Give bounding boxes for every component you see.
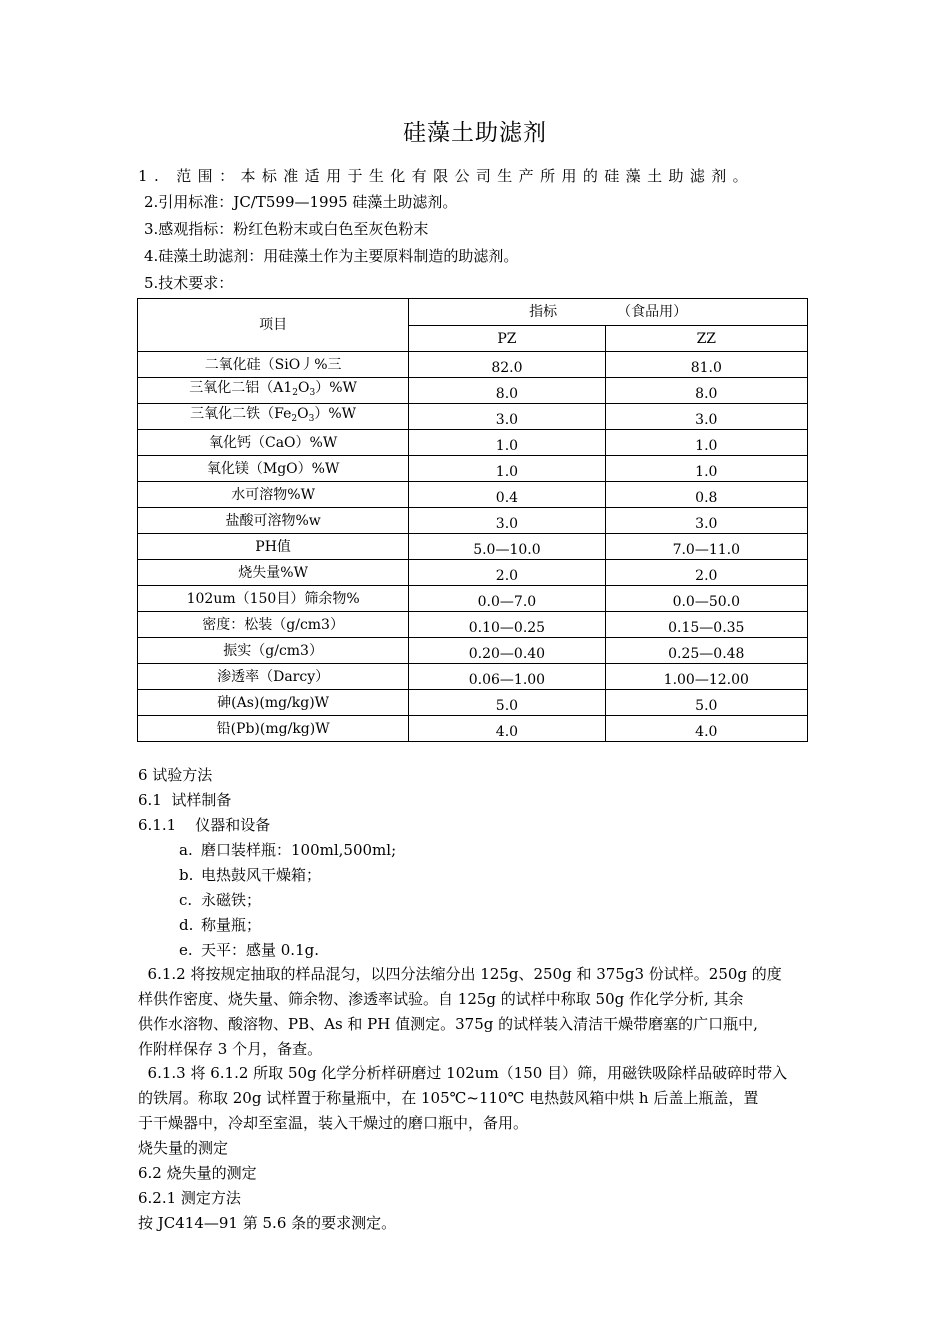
reference-line: 2.引用标准：JC/T599—1995 硅藻土助滤剂。 <box>144 193 458 211</box>
row-zz: 4.0 <box>605 716 807 742</box>
row-zz: 1.00—12.00 <box>605 664 807 690</box>
row-item: 铅(Pb)(mg/kg)W <box>138 716 409 742</box>
row-pz: 3.0 <box>409 404 605 430</box>
row-zz: 2.0 <box>605 560 807 586</box>
row-item: 三氧化二铝$(A1_2O_3)\%W$ <box>138 378 409 404</box>
table-row <box>138 378 808 404</box>
row-item: 渗透率（Darcy） <box>138 664 409 690</box>
row-pz: 1.0 <box>409 430 605 456</box>
list-item: e. 天平：感量 0.1g. <box>179 941 319 959</box>
table-row <box>138 352 808 378</box>
row-zz: 1.0 <box>605 430 807 456</box>
header-zz: ZZ <box>605 326 807 352</box>
row-item: 振实（g/cm3） <box>138 638 409 664</box>
table-row <box>138 508 808 534</box>
document-title: 硅藻土助滤剂 <box>403 120 547 146</box>
paragraph-6-1-2: 6.1.2 将按规定抽取的样品混匀，以四分法缩分出 125g、250g 和 375g3 份试样。250g 的度 样供作密度、烧失量、筛余物、渗透率试验。自 125g 的试样中称取 50g 作化学分析, 其余 供作水溶物、酸溶物、PB、As 和 PH 值测定。375g 的试样装入清洁干燥带磨塞的广口瓶中, 作附样保存 3 个月，备查。 <box>138 965 782 1058</box>
spec-table <box>137 298 808 742</box>
table-row <box>138 430 808 456</box>
row-pz: 8.0 <box>409 378 605 404</box>
row-zz: 7.0—11.0 <box>605 534 807 560</box>
row-zz: 1.0 <box>605 456 807 482</box>
header-item: 项目 <box>138 299 409 352</box>
row-item: 砷(As)(mg/kg)W <box>138 690 409 716</box>
row-item: 烧失量%W <box>138 560 409 586</box>
row-zz: 5.0 <box>605 690 807 716</box>
section-6-1-heading: 6.1 试样制备 <box>138 791 232 809</box>
table-row <box>138 404 808 430</box>
section-6-2 <box>138 1136 810 1236</box>
section-6-heading: 6 试验方法 <box>138 766 213 784</box>
table-row <box>138 638 808 664</box>
list-item: d. 称量瓶； <box>179 916 262 934</box>
table-row <box>138 586 808 612</box>
row-item: 水可溶物%W <box>138 482 409 508</box>
row-pz: 5.0 <box>409 690 605 716</box>
row-pz: 0.0—7.0 <box>409 586 605 612</box>
table-row <box>138 534 808 560</box>
row-zz: 0.8 <box>605 482 807 508</box>
section-6-2-heading: 6.2 烧失量的测定 <box>138 1164 257 1182</box>
table-row <box>138 456 808 482</box>
row-pz: 4.0 <box>409 716 605 742</box>
row-pz: 0.4 <box>409 482 605 508</box>
row-pz: 1.0 <box>409 456 605 482</box>
table-row <box>138 664 808 690</box>
header-indicator-label: 指标 <box>529 304 558 320</box>
row-zz: 0.25—0.48 <box>605 638 807 664</box>
header-food-label: （食品用） <box>617 304 688 320</box>
section-6-1-1-heading: 6.1.1 仪器和设备 <box>138 816 271 834</box>
row-zz: 0.0—50.0 <box>605 586 807 612</box>
row-item: 102um（150目）筛余物% <box>138 586 409 612</box>
table-row <box>138 716 808 742</box>
section-6-2-1-heading: 6.2.1 测定方法 <box>138 1189 241 1207</box>
row-pz: 0.20—0.40 <box>409 638 605 664</box>
row-item: PH值 <box>138 534 409 560</box>
sensory-line: 3.感观指标：粉红色粉末或白色至灰色粉末 <box>144 220 429 238</box>
row-item: 二氧化硅（SiO丿%三 <box>138 352 409 378</box>
tech-requirements-heading: 5.技术要求： <box>144 274 234 292</box>
row-zz: 3.0 <box>605 508 807 534</box>
method-reference: 按 JC414—91 第 5.6 条的要求测定。 <box>138 1214 397 1232</box>
row-pz: 3.0 <box>409 508 605 534</box>
header-pz: PZ <box>409 326 605 352</box>
row-pz: 0.10—0.25 <box>409 612 605 638</box>
row-pz: 82.0 <box>409 352 605 378</box>
definition-line: 4.硅藻土助滤剂：用硅藻土作为主要原料制造的助滤剂。 <box>144 247 519 265</box>
row-item: 氧化镁（MgO）%W <box>138 456 409 482</box>
row-zz: 3.0 <box>605 404 807 430</box>
paragraph-6-1-3: 6.1.3 将 6.1.2 所取 50g 化学分析样研磨过 102um（150 目）筛，用磁铁吸除样品破碎时带入 的铁屑。称取 20g 试样置于称量瓶中，在 105℃~110℃ 电热鼓风箱中烘 h 后盖上瓶盖，置 于干燥器中，冷却至室温，装入干燥过的磨口瓶中，备用。 <box>138 1064 788 1132</box>
row-zz: 81.0 <box>605 352 807 378</box>
row-item: 盐酸可溶物%w <box>138 508 409 534</box>
row-item: 三氧化二铁$(Fe_2O_3)\%W$ <box>138 404 409 430</box>
list-item: b. 电热鼓风干燥箱； <box>179 866 322 884</box>
table-row <box>138 482 808 508</box>
list-item: a. 磨口装样瓶：100ml,500ml; <box>179 841 397 859</box>
row-item: 密度：松装（g/cm3） <box>138 612 409 638</box>
loss-heading: 烧失量的测定 <box>138 1139 229 1157</box>
list-item: c. 永磁铁； <box>179 891 262 909</box>
row-pz: 5.0—10.0 <box>409 534 605 560</box>
row-item: 氧化钙（CaO）%W <box>138 430 409 456</box>
row-pz: 0.06—1.00 <box>409 664 605 690</box>
table-row <box>138 690 808 716</box>
scope-line: 1. 范围：本标准适用于生化有限公司生产所用的硅藻土助滤剂。 <box>138 167 755 185</box>
header-indicator <box>409 299 808 326</box>
row-zz: 0.15—0.35 <box>605 612 807 638</box>
row-zz: 8.0 <box>605 378 807 404</box>
table-row <box>138 612 808 638</box>
table-row <box>138 560 808 586</box>
row-pz: 2.0 <box>409 560 605 586</box>
